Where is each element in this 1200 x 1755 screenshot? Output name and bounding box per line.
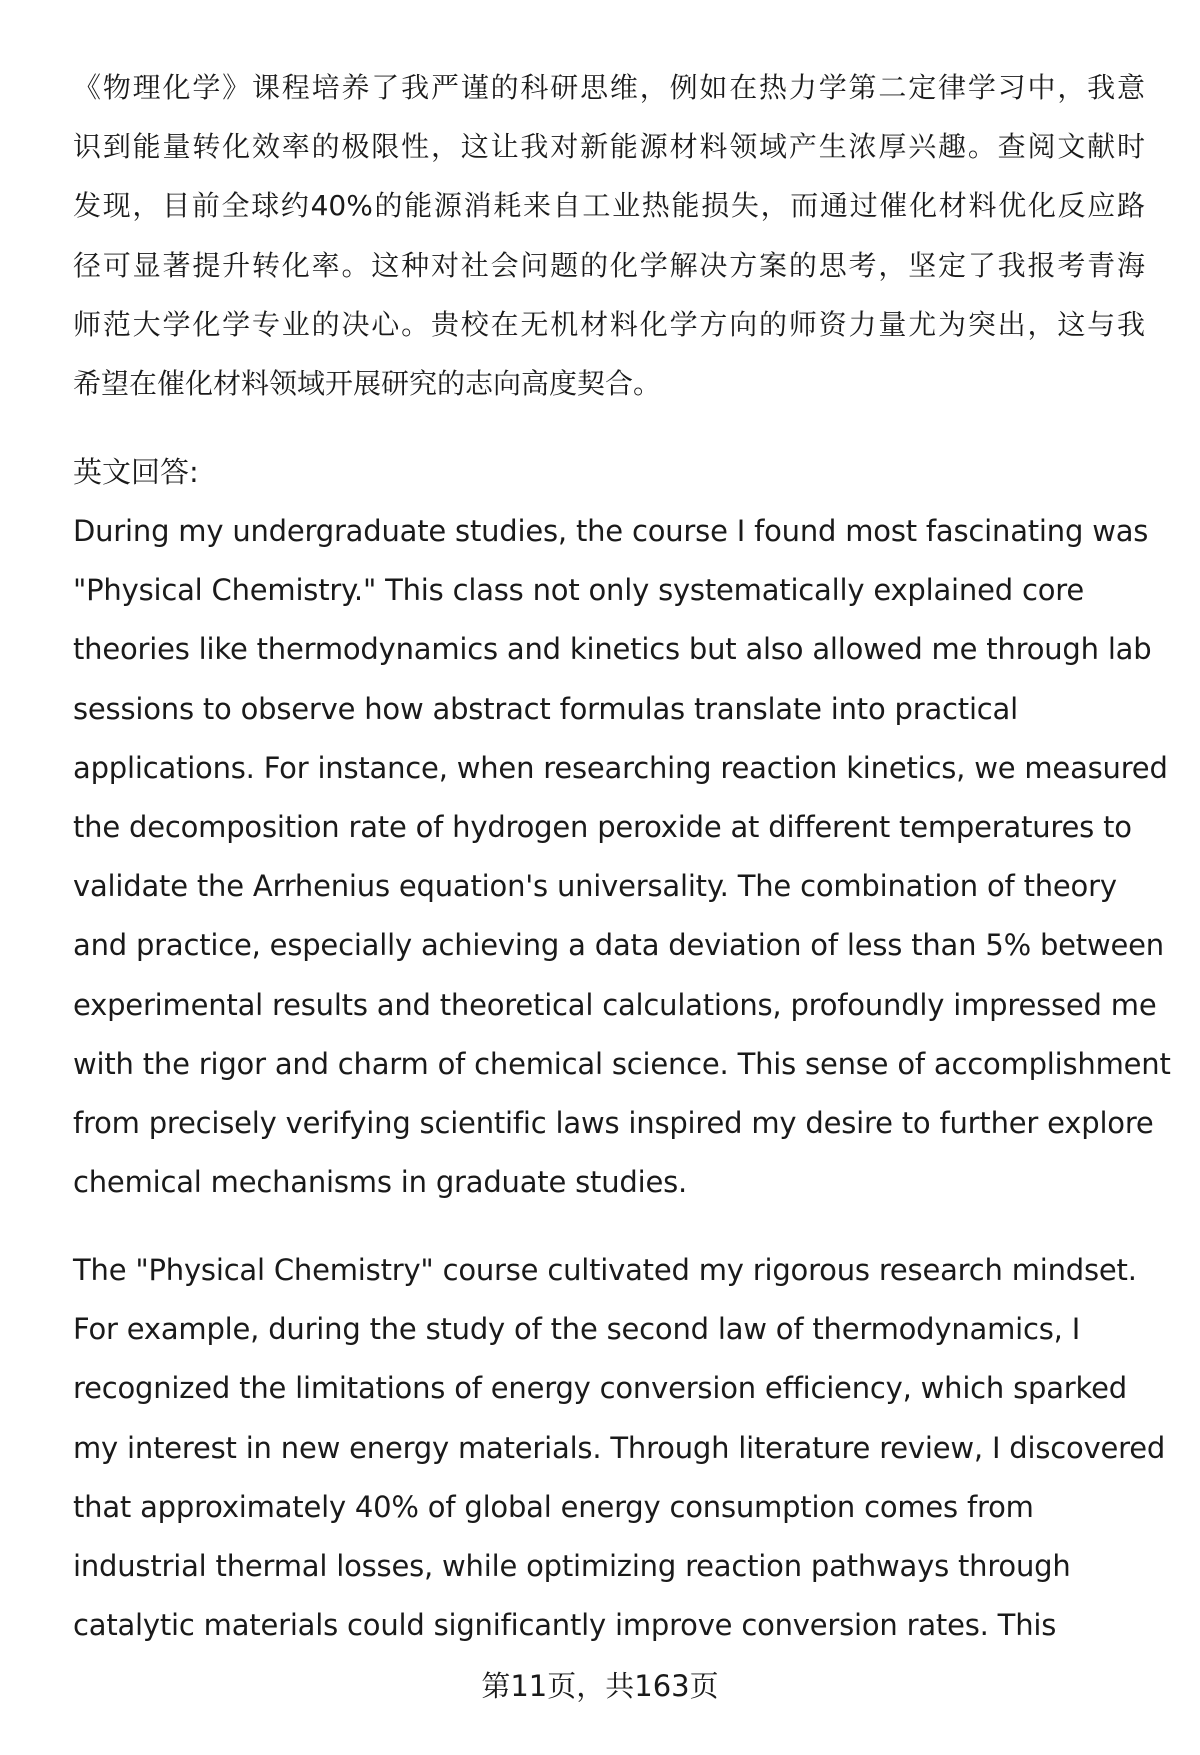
- english-paragraph-2: [73, 1241, 1166, 1655]
- text-line: 径可显著提升转化率。这种对社会问题的化学解决方案的思考，坚定了我报考青海: [73, 248, 1145, 282]
- text-line: During my undergraduate studies, the course I found most fascinating was: [73, 514, 1149, 548]
- english-answer-heading: [73, 443, 1145, 502]
- text-line: validate the Arrhenius equation's universality. The combination of theory: [73, 869, 1117, 904]
- text-line: that approximately 40% of global energy consumption comes from: [73, 1489, 1034, 1524]
- text-line: 识到能量转化效率的极限性，这让我对新能源材料领域产生浓厚兴趣。查阅文献时: [73, 130, 1145, 164]
- text-line: my interest in new energy materials. Through literature review, I discovered: [73, 1430, 1166, 1465]
- english-paragraph-1: [73, 502, 1171, 1212]
- text-line: with the rigor and charm of chemical science. This sense of accomplishment: [73, 1046, 1171, 1081]
- text-line: "Physical Chemistry." This class not only systematically explained core: [73, 573, 1084, 608]
- text-line: For example, during the study of the second law of thermodynamics, I: [73, 1312, 1081, 1347]
- text-line: the decomposition rate of hydrogen peroxide at different temperatures to: [73, 809, 1132, 844]
- text-line: from precisely verifying scientific laws inspired my desire to further explore: [73, 1105, 1154, 1140]
- text-line: recognized the limitations of energy conversion efficiency, which sparked: [73, 1371, 1127, 1406]
- text-line: 师范大学化学专业的决心。贵校在无机材料化学方向的师资力量尤为突出，这与我: [73, 307, 1145, 341]
- heading-text: 英文回答:: [73, 455, 199, 489]
- text-line: chemical mechanisms in graduate studies.: [73, 1165, 688, 1200]
- chinese-paragraph: [73, 58, 1145, 413]
- text-line: sessions to observe how abstract formulas translate into practical: [73, 691, 1018, 726]
- text-line: theories like thermodynamics and kinetics but also allowed me through lab: [73, 632, 1152, 667]
- text-line: experimental results and theoretical calculations, profoundly impressed me: [73, 987, 1157, 1022]
- page-number: 第11页，共163页: [481, 1669, 719, 1703]
- text-line: 《物理化学》课程培养了我严谨的科研思维，例如在热力学第二定律学习中，我意: [73, 71, 1145, 104]
- text-line: catalytic materials could significantly improve conversion rates. This: [73, 1608, 1057, 1643]
- text-line: 发现，目前全球约40%的能源消耗来自工业热能损失，而通过催化材料优化反应路: [73, 189, 1145, 223]
- text-line: industrial thermal losses, while optimizing reaction pathways through: [73, 1548, 1071, 1583]
- text-line: and practice, especially achieving a data deviation of less than 5% between: [73, 928, 1164, 963]
- text-line: 希望在催化材料领域开展研究的志向高度契合。: [73, 366, 662, 400]
- text-line: The "Physical Chemistry" course cultivated my rigorous research mindset.: [73, 1253, 1137, 1287]
- text-line: applications. For instance, when researching reaction kinetics, we measured: [73, 750, 1168, 785]
